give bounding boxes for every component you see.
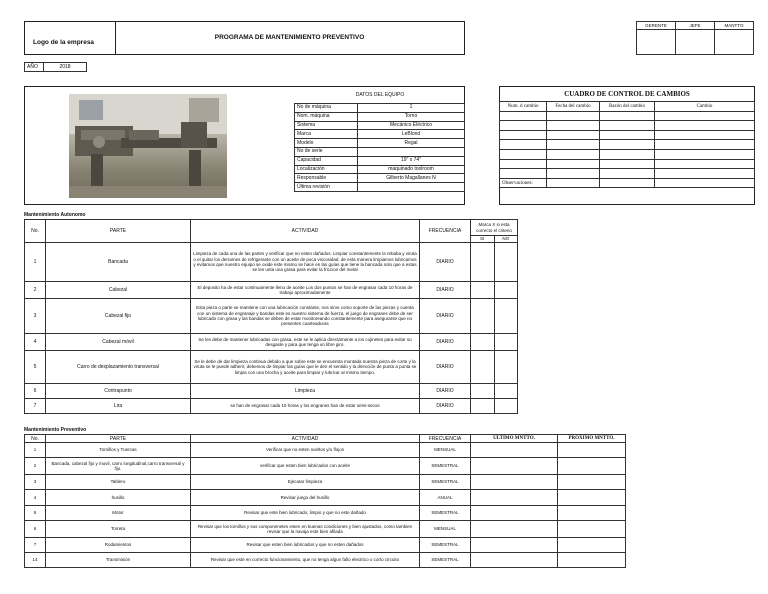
equipment-row: [295, 147, 465, 156]
row-activity: Revisar que los tornillos y sus componenetes esten en buenas condiciones y bien ajustados, como tambien revisar que la navaja este bien afilada: [191, 521, 420, 538]
equipment-row: [295, 139, 465, 148]
row-number: 5: [25, 506, 46, 521]
row-activity: Ejecutar limpieza: [191, 475, 420, 490]
equipment-value[interactable]: 19" x 74": [358, 156, 465, 165]
year-table: [24, 62, 87, 72]
change-row[interactable]: [500, 121, 755, 131]
next-maintenance-cell[interactable]: [558, 458, 626, 475]
change-row[interactable]: [500, 149, 755, 159]
check-yes[interactable]: [471, 282, 495, 299]
change-row[interactable]: [500, 178, 755, 188]
table-row: [25, 351, 518, 384]
program-title: PROGRAMA DE MANTENIMIENTO PREVENTIVO: [214, 34, 365, 41]
row-frequency: DIARIO: [420, 384, 471, 399]
col-change-number: Num. d cambio: [500, 102, 547, 112]
row-number: 1: [25, 443, 46, 458]
row-part: Tablero: [46, 475, 191, 490]
row-part: Transmisión: [46, 553, 191, 568]
equipment-label: Marca: [295, 130, 358, 139]
check-no[interactable]: [494, 243, 518, 282]
equipment-label: Capacidad: [295, 156, 358, 165]
row-frequency: DIARIO: [420, 243, 471, 282]
check-yes[interactable]: [471, 334, 495, 351]
check-yes[interactable]: [471, 243, 495, 282]
col-part: PARTE: [46, 220, 191, 243]
equipment-row: [295, 104, 465, 113]
check-no[interactable]: [494, 299, 518, 334]
row-activity: se han de engrasar cada 10 horas y los engranes han de estar semi-secos: [191, 399, 420, 414]
row-part: Rodamientos: [46, 538, 191, 553]
row-activity: Revisar que este en correcto funcionamiento, que no tenga algun fallo electrico o corto circuito: [191, 553, 420, 568]
equipment-row: [295, 130, 465, 139]
row-frequency: SEMESTRAL: [420, 475, 471, 490]
next-maintenance-cell[interactable]: [558, 475, 626, 490]
equipment-label: Modelo: [295, 139, 358, 148]
equipment-value[interactable]: Gilberto Magallanes N: [358, 174, 465, 183]
table-row: [25, 299, 518, 334]
row-activity: Limpieza: [191, 384, 420, 399]
table-row: [25, 521, 626, 538]
row-number: 14: [25, 553, 46, 568]
equipment-value[interactable]: Mecánico Eléctrico: [358, 121, 465, 130]
row-number: 7: [25, 538, 46, 553]
row-number: 2: [25, 458, 46, 475]
table-row: [25, 458, 626, 475]
last-maintenance-cell[interactable]: [471, 553, 558, 568]
col-no: No.: [25, 435, 46, 443]
row-number: 4: [25, 490, 46, 506]
equipment-data-table: [294, 103, 465, 192]
year-label: AÑO: [25, 63, 44, 72]
sig-gerente-label: GERENTE: [637, 22, 676, 30]
next-maintenance-cell[interactable]: [558, 490, 626, 506]
last-maintenance-cell[interactable]: [471, 521, 558, 538]
table-row: [25, 443, 626, 458]
equipment-row: [295, 156, 465, 165]
row-frequency: DIARIO: [420, 399, 471, 414]
change-row[interactable]: [500, 169, 755, 179]
row-frequency: SEMESTRAL: [420, 538, 471, 553]
last-maintenance-cell[interactable]: [471, 458, 558, 475]
row-activity: El deposito ha de estar continuamente lleno de aceite Los dos puntos se han de engrasar cada 10 horas de trabajo aproximadamente: [191, 282, 420, 299]
sig-mantto-cell[interactable]: [715, 30, 754, 55]
table-row: [25, 334, 518, 351]
check-no[interactable]: [494, 282, 518, 299]
change-row[interactable]: [500, 159, 755, 169]
header-box: [24, 21, 465, 55]
check-no[interactable]: [494, 399, 518, 414]
row-activity: Esta pieza o parte se mantiene con una lubricación constante, nos sirve como soporte de las piezas y cuenta con un sistema de engranaje y bandas este es nuestro sistema de fuerza, el juego de engranes debe de ser lubricado con grasa y las bandas se deben de estar monitoreando constantemente para asegurarse que no presenten cuarteaduras: [191, 299, 420, 334]
equipment-value[interactable]: LeBlond: [358, 130, 465, 139]
change-row[interactable]: [500, 130, 755, 140]
table-row: [25, 553, 626, 568]
row-part: Motor: [46, 506, 191, 521]
row-frequency: DIARIO: [420, 299, 471, 334]
col-frequency: FRECUENCIA: [420, 435, 471, 443]
row-activity: Verificar que no esten sueltos y/o flojos: [191, 443, 420, 458]
table-row: [25, 384, 518, 399]
row-part: Bancada, cabezal fijo y movil, carro longitudinal,carro transversal y fijo.: [46, 458, 191, 475]
row-frequency: SEMESTRAL: [420, 553, 471, 568]
check-no[interactable]: [494, 334, 518, 351]
col-criteria-mark: Marca X si esta correcto el criterio: [471, 220, 518, 236]
col-no-check: NO: [494, 236, 518, 243]
row-number: 1: [25, 243, 46, 282]
sig-jefe-label: JEFE: [676, 22, 715, 30]
sig-mantto-label: MANTTO: [715, 22, 754, 30]
row-number: 5: [25, 351, 46, 384]
row-frequency: SEMESTRAL: [420, 458, 471, 475]
row-part: Bancada: [46, 243, 191, 282]
year-value[interactable]: 2018: [44, 63, 87, 72]
equipment-row: [295, 183, 465, 192]
equipment-row: [295, 112, 465, 121]
row-part: Tornillos y Tuercas: [46, 443, 191, 458]
row-activity: verificar que esten bien lubricados con aceite: [191, 458, 420, 475]
last-maintenance-cell[interactable]: [471, 490, 558, 506]
equipment-value[interactable]: [358, 183, 465, 192]
row-number: 7: [25, 399, 46, 414]
next-maintenance-cell[interactable]: [558, 506, 626, 521]
equipment-value[interactable]: maquinado toolroom: [358, 165, 465, 174]
check-no[interactable]: [494, 384, 518, 399]
equipment-label: Nom. máquina: [295, 112, 358, 121]
change-row[interactable]: [500, 111, 755, 121]
equipment-value[interactable]: [358, 147, 465, 156]
row-activity: Revisar que este bien lubricado, limpio y que no este dañado: [191, 506, 420, 521]
row-part: Contrapunto: [46, 384, 191, 399]
col-next-maintenance: PROXIMO MNTTO.: [558, 435, 626, 443]
row-number: 3: [25, 475, 46, 490]
row-part: Cabezal fijo: [46, 299, 191, 334]
preventive-section-title: Mantenimiento Preventivo: [24, 427, 87, 433]
row-frequency: DIARIO: [420, 351, 471, 384]
change-control-box: [499, 86, 755, 205]
col-yes: SI: [471, 236, 495, 243]
row-frequency: SEMESTRAL: [420, 506, 471, 521]
col-activity: ACTIVIDAD: [191, 220, 420, 243]
next-maintenance-cell[interactable]: [558, 553, 626, 568]
lathe-machine-photo: [69, 94, 227, 198]
equipment-label: Última revisión: [295, 183, 358, 192]
row-part: Lira: [46, 399, 191, 414]
row-number: 2: [25, 282, 46, 299]
change-row[interactable]: [500, 140, 755, 150]
check-yes[interactable]: [471, 399, 495, 414]
equipment-value[interactable]: Regal: [358, 139, 465, 148]
sig-jefe-cell[interactable]: [676, 30, 715, 55]
last-maintenance-cell[interactable]: [471, 443, 558, 458]
next-maintenance-cell[interactable]: [558, 521, 626, 538]
col-last-maintenance: ULTIMO MNTTO.: [471, 435, 558, 443]
equipment-label: Localización: [295, 165, 358, 174]
row-activity: Se le debe de dar limpieza continua debido a que sobre este se encuentra montada nuestra pieza de corte y la viruta se le puede adherir, debemos de limpiar las guías que le den el sentido y la dirección de punta a punta se limpia con una brocha y aceite para limpiar y lubricar al mismo tiempo.: [191, 351, 420, 384]
last-maintenance-cell[interactable]: [471, 538, 558, 553]
row-part: Torreta: [46, 521, 191, 538]
col-no: No.: [25, 220, 46, 243]
row-frequency: DIARIO: [420, 334, 471, 351]
last-maintenance-cell[interactable]: [471, 506, 558, 521]
equipment-value[interactable]: 1: [358, 104, 465, 113]
table-row: [25, 243, 518, 282]
next-maintenance-cell[interactable]: [558, 538, 626, 553]
check-no[interactable]: [494, 351, 518, 384]
check-yes[interactable]: [471, 299, 495, 334]
row-frequency: MENSUAL: [420, 443, 471, 458]
equipment-row: [295, 165, 465, 174]
equipment-label: Responsable: [295, 174, 358, 183]
row-part: Cabezal móvil: [46, 334, 191, 351]
check-yes[interactable]: [471, 351, 495, 384]
table-row: [25, 475, 626, 490]
row-frequency: MENSUAL: [420, 521, 471, 538]
equipment-row: [295, 174, 465, 183]
row-frequency: ANUAL: [420, 490, 471, 506]
change-control-title: CUADRO DE CONTROL DE CAMBIOS: [564, 90, 690, 98]
check-yes[interactable]: [471, 384, 495, 399]
preventive-table: [24, 434, 626, 568]
row-number: 6: [25, 521, 46, 538]
col-frequency: FRECUENCIA: [420, 220, 471, 243]
signature-table: [636, 21, 754, 55]
next-maintenance-cell[interactable]: [558, 443, 626, 458]
row-activity: Revisar juego del husillo: [191, 490, 420, 506]
equipment-label: No de serie: [295, 147, 358, 156]
logo-cell: [25, 22, 116, 54]
col-change-reason: Razón del cambio: [600, 102, 655, 112]
autonomous-table: [24, 219, 518, 414]
row-frequency: DIARIO: [420, 282, 471, 299]
table-row: [25, 490, 626, 506]
row-number: 4: [25, 334, 46, 351]
sig-gerente-cell[interactable]: [637, 30, 676, 55]
row-part: husillo: [46, 490, 191, 506]
lathe-illustration-icon: [69, 94, 227, 198]
equipment-box: [24, 86, 465, 205]
col-part: PARTE: [46, 435, 191, 443]
col-activity: ACTIVIDAD: [191, 435, 420, 443]
col-change: Cambio: [655, 102, 755, 112]
row-part: Carro de desplazamiento transversal: [46, 351, 191, 384]
table-row: [25, 506, 626, 521]
table-row: [25, 538, 626, 553]
equipment-value[interactable]: Torno: [358, 112, 465, 121]
equipment-label: No de máquina: [295, 104, 358, 113]
row-part: Cabezal: [46, 282, 191, 299]
row-number: 6: [25, 384, 46, 399]
table-row: [25, 399, 518, 414]
row-activity: Limpieza de cada una de las partes y verificar que no esten dañados. Limpiar constantemente la rebaba y viruta o el quitar los derrames de refrigerante con un aceite de poca viscosidad, de esta manera limpiamos lubricamos y evitamos que nuestro equipo se oxide este mismo se hace en las guías que tiene la bancada solo que a estas se les unta una grasa para evitar la friccion del metal: [191, 243, 420, 282]
equipment-label: Sistema: [295, 121, 358, 130]
row-number: 3: [25, 299, 46, 334]
logo-text: Logo de la empresa: [33, 39, 95, 46]
row-activity: Revisar que esten bien lubricados y que no esten dañados: [191, 538, 420, 553]
equipment-data-title: DATOS DEL EQUIPO: [355, 92, 405, 98]
last-maintenance-cell[interactable]: [471, 475, 558, 490]
equipment-row: [295, 121, 465, 130]
table-row: [25, 282, 518, 299]
observations-label: Observaciones:: [502, 181, 533, 186]
row-activity: Se les debe de mantener lubricadas con grasa, este se le aplica directamente a los cojinetes para evitar su desgaste y para que tenga un libre giro.: [191, 334, 420, 351]
autonomous-section-title: Mantenimiento Autonomo: [24, 212, 86, 218]
col-change-date: Fecha del cambio: [547, 102, 600, 112]
change-control-table: [499, 101, 755, 188]
